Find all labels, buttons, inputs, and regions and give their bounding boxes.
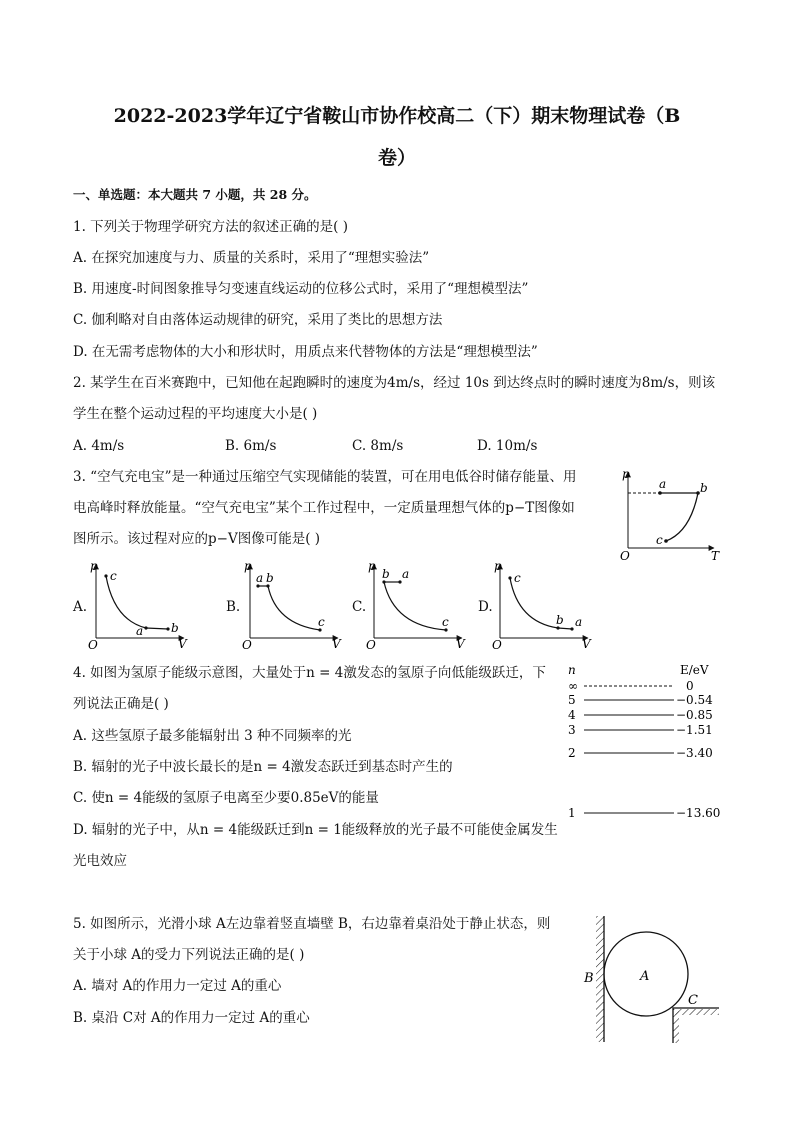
section-heading: 一、单选题：本大题共 7 小题，共 28 分。: [73, 187, 317, 202]
c-point-c-label: c: [442, 615, 449, 629]
q4-option-b: B. 辐射的光子中波长最长的是n = 4激发态跃迁到基态时产生的: [73, 759, 453, 775]
d-point-c-label: c: [514, 571, 521, 585]
wall-label-b: B: [584, 971, 594, 986]
q3-option-a-label: A.: [73, 599, 88, 615]
ball-label-a: A: [640, 969, 650, 984]
q2-stem-line2: 学生在整个运动过程的平均速度大小是( ): [73, 406, 318, 422]
c-point-b-label: b: [382, 567, 390, 581]
table-label-c: C: [688, 993, 698, 1008]
d-point-b-label: b: [556, 613, 564, 627]
d-point-a-label: a: [575, 615, 583, 629]
q5-option-a: A. 墙对 A的作用力一定过 A的重心: [73, 978, 282, 994]
q4-option-c: C. 使n = 4能级的氢原子电离至少要0.85eV的能量: [73, 790, 379, 806]
level-n-4: 2: [568, 746, 576, 760]
level-e-header: E/eV: [680, 663, 709, 677]
b-origin-label: O: [242, 638, 252, 650]
q3-option-d-graph: [490, 558, 596, 650]
q3-stem-line1: 3. “空气充电宝”是一种通过压缩空气实现储能的装置，可在用电低谷时储存能量、用: [73, 469, 577, 485]
q2-option-c: C. 8m/s: [352, 438, 404, 454]
q3-option-c-graph: [364, 558, 470, 650]
q4-option-a: A. 这些氢原子最多能辐射出 3 种不同频率的光: [73, 728, 352, 744]
exam-title-line2: 卷）: [377, 147, 416, 169]
a-point-a-label: a: [136, 624, 144, 638]
c-axis-p-label: p: [368, 559, 376, 573]
q2-option-d: D. 10m/s: [477, 438, 538, 454]
pt-axis-t-label: T: [711, 549, 720, 562]
pt-point-b-label: b: [700, 481, 708, 495]
q4-option-d-line1: D. 辐射的光子中，从n = 4能级跃迁到n = 1能级释放的光子最不可能使金属发生: [73, 822, 558, 838]
c-axis-v-label: V: [456, 637, 465, 650]
pt-axis-p-label: p: [622, 467, 630, 481]
b-point-b-label: b: [266, 571, 274, 585]
b-point-a-label: a: [256, 571, 264, 585]
q2-option-a: A. 4m/s: [73, 438, 125, 454]
level-energy-0: 0: [686, 679, 694, 693]
q3-option-d-label: D.: [478, 599, 493, 615]
q3-option-b-label: B.: [226, 599, 241, 615]
level-energy-4: −3.40: [676, 746, 713, 760]
a-origin-label: O: [88, 638, 98, 650]
b-point-c-label: c: [318, 615, 325, 629]
q5-option-b: B. 桌沿 C对 A的作用力一定过 A的重心: [73, 1010, 310, 1026]
b-axis-v-label: V: [332, 637, 341, 650]
b-axis-p-label: p: [244, 559, 252, 573]
level-energy-5: −13.60: [676, 806, 721, 820]
pt-point-a-label: a: [659, 477, 667, 491]
c-origin-label: O: [366, 638, 376, 650]
q3-pt-graph: [614, 466, 724, 562]
d-axis-p-label: p: [494, 559, 502, 573]
a-point-b-label: b: [171, 621, 179, 635]
level-n-2: 4: [568, 708, 576, 722]
q3-option-c-label: C.: [352, 599, 367, 615]
c-point-a-label: a: [402, 567, 410, 581]
q4-stem-line2: 列说法正确是( ): [73, 696, 169, 712]
a-axis-p-label: p: [90, 559, 98, 573]
table-side-hatch: [673, 1009, 679, 1043]
a-axis-v-label: V: [178, 637, 187, 650]
d-origin-label: O: [492, 638, 502, 650]
pt-point-c-label: c: [656, 533, 663, 547]
q1-option-b: B. 用速度-时间图象推导匀变速直线运动的位移公式时，采用了“理想模型法”: [73, 281, 529, 297]
q3-option-a-graph: [86, 558, 192, 650]
q3-stem-line2: 电高峰时释放能量。“空气充电宝”某个工作过程中，一定质量理想气体的p−T图像如: [73, 500, 575, 516]
q1-option-c: C. 伽利略对自由落体运动规律的研究，采用了类比的思想方法: [73, 312, 443, 328]
q3-option-b-graph: [240, 558, 346, 650]
level-energy-2: −0.85: [676, 708, 713, 722]
level-energy-3: −1.51: [676, 723, 713, 737]
level-n-3: 3: [568, 723, 576, 737]
level-energy-1: −0.54: [676, 693, 713, 707]
level-n-1: 5: [568, 693, 576, 707]
q1-option-a: A. 在探究加速度与力、质量的关系时，采用了“理想实验法”: [73, 250, 430, 266]
exam-title-line1: 2022-2023学年辽宁省鞍山市协作校高二（下）期末物理试卷（B: [113, 105, 681, 127]
q5-stem-line1: 5. 如图所示，光滑小球 A左边靠着竖直墙壁 B，右边靠着桌沿处于静止状态，则: [73, 916, 551, 932]
level-n-0: ∞: [568, 679, 578, 693]
q4-energy-level-diagram: [560, 660, 730, 828]
q2-options: [73, 437, 773, 455]
q5-ball-wall-figure: [580, 912, 726, 1044]
a-point-c-label: c: [110, 569, 117, 583]
q5-stem-line2: 关于小球 A的受力下列说法正确的是( ): [73, 947, 305, 963]
q3-stem-line3: 图所示。该过程对应的p−V图像可能是( ): [73, 531, 321, 547]
q1-stem: 1. 下列关于物理学研究方法的叙述正确的是( ): [73, 219, 348, 235]
level-n-header: n: [568, 663, 576, 677]
pt-origin-label: O: [620, 549, 630, 562]
q4-stem-line1: 4. 如图为氢原子能级示意图，大量处于n = 4激发态的氢原子向低能级跃迁，下: [73, 665, 546, 681]
d-axis-v-label: V: [582, 637, 591, 650]
q4-option-d-line2: 光电效应: [73, 853, 127, 869]
wall-hatch: [596, 916, 604, 1042]
table-top-hatch: [673, 1009, 719, 1015]
q2-stem-line1: 2. 某学生在百米赛跑中，已知他在起跑瞬时的速度为4m/s，经过 10s 到达终点时的瞬时速度为8m/s，则该: [73, 375, 716, 391]
q1-option-d: D. 在无需考虑物体的大小和形状时，用质点来代替物体的方法是“理想模型法”: [73, 344, 538, 360]
q2-option-b: B. 6m/s: [225, 438, 277, 454]
level-n-5: 1: [568, 806, 576, 820]
